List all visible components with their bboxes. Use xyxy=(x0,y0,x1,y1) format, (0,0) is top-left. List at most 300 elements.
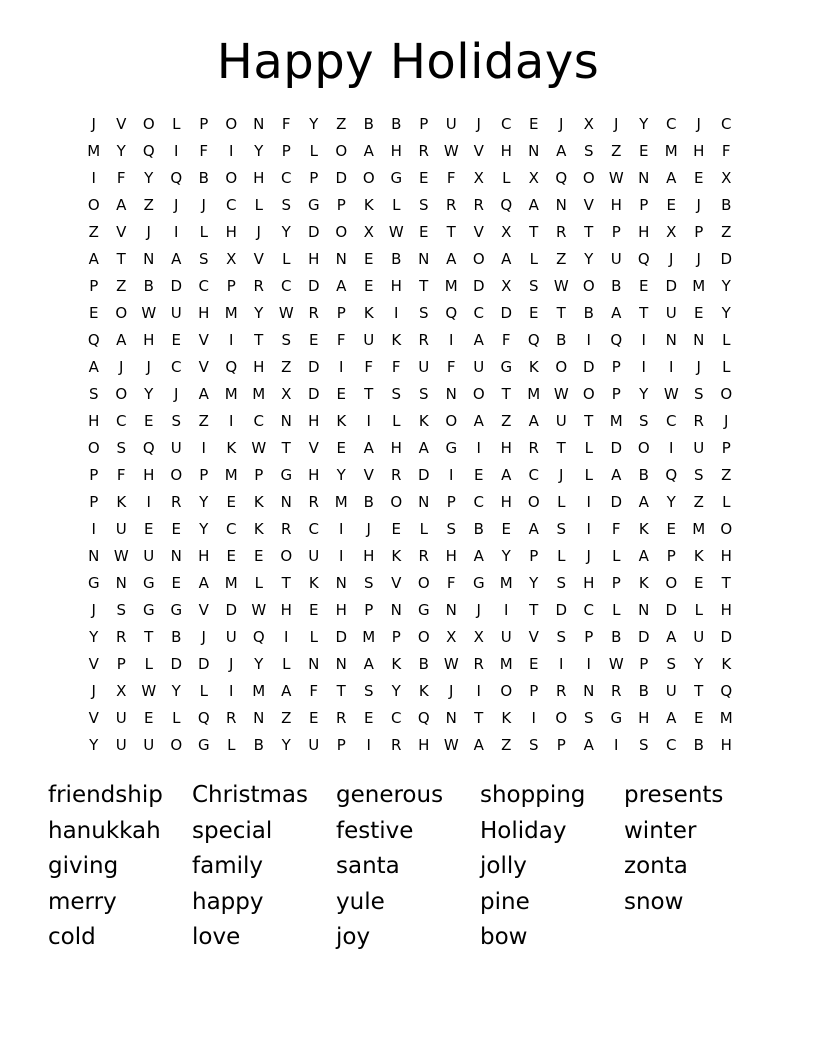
grid-letter: M xyxy=(224,574,238,592)
grid-letter: N xyxy=(390,601,402,619)
grid-letter: K xyxy=(638,574,649,592)
grid-letter: M xyxy=(224,304,238,322)
grid-letter: A xyxy=(116,331,127,349)
grid-letter: D xyxy=(417,466,430,484)
grid-letter: A xyxy=(473,547,484,565)
grid-row xyxy=(80,435,740,462)
grid-row xyxy=(80,219,740,246)
grid-letter: I xyxy=(531,709,536,727)
grid-letter: I xyxy=(449,466,454,484)
grid-letter: T xyxy=(556,304,566,322)
grid-letter: J xyxy=(696,358,701,376)
grid-letter: H xyxy=(610,196,622,214)
grid-letter: X xyxy=(721,169,732,187)
grid-letter: X xyxy=(363,223,374,241)
word-list xyxy=(48,778,768,956)
grid-letter: C xyxy=(528,466,539,484)
grid-letter: L xyxy=(282,250,291,268)
grid-letter: B xyxy=(391,115,402,133)
grid-letter: Y xyxy=(639,115,649,133)
grid-letter: P xyxy=(639,655,649,673)
grid-letter: J xyxy=(559,466,564,484)
grid-letter: R xyxy=(391,466,402,484)
grid-letter: V xyxy=(116,223,127,241)
word-list-item: jolly xyxy=(480,853,527,879)
grid-letter: T xyxy=(336,682,346,700)
grid-letter: H xyxy=(363,547,375,565)
grid-letter: Y xyxy=(584,250,594,268)
grid-letter: R xyxy=(446,196,457,214)
grid-letter: G xyxy=(142,601,155,619)
grid-letter: B xyxy=(171,628,182,646)
grid-letter: D xyxy=(637,628,650,646)
grid-letter: I xyxy=(174,142,179,160)
grid-row xyxy=(80,597,740,624)
grid-letter: L xyxy=(309,628,318,646)
grid-letter: O xyxy=(225,115,238,133)
grid-letter: L xyxy=(282,655,291,673)
grid-letter: U xyxy=(363,331,375,349)
grid-letter: Q xyxy=(417,709,430,727)
grid-letter: E xyxy=(336,385,346,403)
grid-letter: D xyxy=(197,655,210,673)
grid-letter: A xyxy=(611,466,622,484)
grid-letter: P xyxy=(364,601,374,619)
grid-letter: R xyxy=(391,736,402,754)
grid-letter: A xyxy=(473,412,484,430)
grid-letter: S xyxy=(528,277,539,295)
grid-letter: M xyxy=(252,682,266,700)
grid-letter: D xyxy=(720,628,733,646)
grid-letter: Z xyxy=(336,115,347,133)
grid-letter: P xyxy=(89,493,99,511)
grid-row xyxy=(80,327,740,354)
grid-letter: Q xyxy=(665,466,678,484)
grid-letter: Z xyxy=(501,412,512,430)
grid-letter: C xyxy=(666,115,677,133)
grid-letter: I xyxy=(91,169,96,187)
grid-letter: Y xyxy=(199,493,209,511)
grid-letter: I xyxy=(229,331,234,349)
grid-letter: S xyxy=(198,250,209,268)
grid-letter: C xyxy=(198,277,209,295)
grid-letter: I xyxy=(669,439,674,457)
grid-letter: N xyxy=(143,250,155,268)
grid-letter: R xyxy=(308,304,319,322)
grid-letter: V xyxy=(88,709,99,727)
grid-letter: Z xyxy=(281,358,292,376)
grid-letter: O xyxy=(417,628,430,646)
grid-letter: P xyxy=(446,493,456,511)
grid-letter: Q xyxy=(225,358,238,376)
grid-letter: A xyxy=(198,574,209,592)
grid-row xyxy=(80,489,740,516)
grid-letter: H xyxy=(308,250,320,268)
grid-letter: Z xyxy=(721,223,732,241)
grid-letter: E xyxy=(694,574,704,592)
grid-letter: U xyxy=(500,628,512,646)
grid-letter: E xyxy=(226,493,236,511)
grid-letter: U xyxy=(115,520,127,538)
grid-letter: U xyxy=(170,304,182,322)
grid-letter: Y xyxy=(89,628,99,646)
grid-letter: V xyxy=(363,466,374,484)
grid-letter: U xyxy=(170,439,182,457)
grid-letter: J xyxy=(696,250,701,268)
grid-letter: V xyxy=(198,601,209,619)
grid-letter: L xyxy=(199,682,208,700)
grid-letter: C xyxy=(501,115,512,133)
grid-letter: D xyxy=(307,385,320,403)
grid-letter: U xyxy=(143,736,155,754)
grid-letter: T xyxy=(584,223,594,241)
grid-letter: M xyxy=(224,466,238,484)
grid-letter: G xyxy=(307,196,320,214)
grid-letter: E xyxy=(309,709,319,727)
grid-letter: Y xyxy=(391,682,401,700)
grid-letter: A xyxy=(638,547,649,565)
grid-letter: N xyxy=(693,331,705,349)
word-list-item: presents xyxy=(624,782,724,808)
grid-letter: X xyxy=(583,115,594,133)
grid-letter: D xyxy=(170,277,183,295)
grid-letter: L xyxy=(392,412,401,430)
grid-letter: Z xyxy=(611,142,622,160)
grid-letter: F xyxy=(391,358,401,376)
grid-letter: A xyxy=(418,439,429,457)
grid-letter: Q xyxy=(527,331,540,349)
grid-letter: L xyxy=(722,331,731,349)
grid-letter: X xyxy=(446,628,457,646)
grid-letter: O xyxy=(720,385,733,403)
grid-letter: E xyxy=(639,142,649,160)
grid-letter: E xyxy=(171,574,181,592)
grid-letter: V xyxy=(583,196,594,214)
grid-letter: B xyxy=(143,277,154,295)
grid-letter: P xyxy=(199,466,209,484)
grid-letter: U xyxy=(308,736,320,754)
grid-letter: Y xyxy=(309,115,319,133)
grid-letter: F xyxy=(199,142,209,160)
grid-letter: K xyxy=(253,520,264,538)
grid-letter: K xyxy=(638,520,649,538)
grid-letter: B xyxy=(693,736,704,754)
grid-letter: R xyxy=(308,493,319,511)
grid-letter: M xyxy=(87,142,101,160)
grid-letter: L xyxy=(392,196,401,214)
grid-letter: T xyxy=(694,682,704,700)
grid-letter: I xyxy=(476,439,481,457)
grid-letter: T xyxy=(529,223,539,241)
grid-letter: D xyxy=(582,358,595,376)
grid-letter: E xyxy=(309,601,319,619)
grid-letter: R xyxy=(226,709,237,727)
grid-row xyxy=(80,354,740,381)
grid-letter: Y xyxy=(281,223,291,241)
grid-letter: O xyxy=(527,493,540,511)
grid-letter: A xyxy=(281,682,292,700)
grid-letter: P xyxy=(584,628,594,646)
grid-letter: Z xyxy=(721,466,732,484)
grid-letter: I xyxy=(339,547,344,565)
grid-letter: F xyxy=(364,358,374,376)
grid-letter: S xyxy=(583,709,594,727)
grid-letter: U xyxy=(693,628,705,646)
grid-letter: D xyxy=(555,601,568,619)
grid-letter: A xyxy=(88,250,99,268)
word-list-item: festive xyxy=(336,817,414,844)
word-list-item: cold xyxy=(48,924,96,950)
grid-letter: Q xyxy=(142,142,155,160)
grid-letter: Z xyxy=(556,250,567,268)
grid-letter: V xyxy=(88,655,99,673)
grid-letter: I xyxy=(229,682,234,700)
grid-letter: E xyxy=(309,331,319,349)
grid-letter: L xyxy=(557,547,566,565)
grid-letter: O xyxy=(582,277,595,295)
grid-letter: I xyxy=(669,358,674,376)
grid-letter: P xyxy=(611,385,621,403)
grid-letter: V xyxy=(473,142,484,160)
grid-letter: X xyxy=(116,682,127,700)
grid-letter: H xyxy=(638,709,650,727)
grid-letter: O xyxy=(582,169,595,187)
grid-letter: D xyxy=(335,628,348,646)
grid-letter: I xyxy=(559,655,564,673)
grid-letter: O xyxy=(335,223,348,241)
grid-letter: L xyxy=(227,736,236,754)
grid-letter: V xyxy=(198,331,209,349)
grid-letter: N xyxy=(638,169,650,187)
grid-letter: U xyxy=(418,358,430,376)
grid-letter: I xyxy=(641,331,646,349)
word-list-item: shopping xyxy=(480,782,586,808)
grid-letter: I xyxy=(339,358,344,376)
word-list-item: winter xyxy=(624,817,697,844)
grid-letter: T xyxy=(556,439,566,457)
grid-letter: S xyxy=(363,574,374,592)
grid-letter: U xyxy=(115,709,127,727)
grid-letter: Z xyxy=(116,277,127,295)
grid-letter: O xyxy=(555,358,568,376)
grid-letter: S xyxy=(363,682,374,700)
grid-letter: A xyxy=(556,142,567,160)
grid-row xyxy=(80,300,740,327)
grid-letter: N xyxy=(445,709,457,727)
grid-letter: P xyxy=(336,736,346,754)
grid-letter: H xyxy=(638,223,650,241)
grid-letter: O xyxy=(472,385,485,403)
grid-letter: N xyxy=(308,655,320,673)
grid-letter: Y xyxy=(254,142,264,160)
grid-letter: S xyxy=(528,736,539,754)
word-list-item: bow xyxy=(480,924,528,950)
grid-row xyxy=(80,543,740,570)
grid-letter: R xyxy=(116,628,127,646)
grid-letter: W xyxy=(141,682,157,700)
grid-letter: S xyxy=(418,385,429,403)
grid-letter: A xyxy=(116,196,127,214)
grid-letter: I xyxy=(366,412,371,430)
grid-letter: J xyxy=(476,601,481,619)
grid-letter: T xyxy=(419,277,429,295)
grid-letter: P xyxy=(89,466,99,484)
grid-letter: N xyxy=(555,196,567,214)
grid-letter: V xyxy=(391,574,402,592)
grid-letter: E xyxy=(694,709,704,727)
grid-letter: R xyxy=(693,412,704,430)
grid-letter: B xyxy=(473,520,484,538)
grid-letter: R xyxy=(528,439,539,457)
grid-letter: E xyxy=(364,709,374,727)
grid-letter: B xyxy=(638,466,649,484)
grid-letter: L xyxy=(557,493,566,511)
grid-letter: J xyxy=(724,412,729,430)
grid-letter: S xyxy=(418,196,429,214)
grid-letter: P xyxy=(419,115,429,133)
grid-letter: X xyxy=(528,169,539,187)
grid-letter: Y xyxy=(89,736,99,754)
grid-letter: F xyxy=(446,358,456,376)
grid-letter: G xyxy=(197,736,210,754)
grid-letter: O xyxy=(170,736,183,754)
grid-letter: C xyxy=(171,358,182,376)
grid-letter: S xyxy=(418,304,429,322)
grid-letter: R xyxy=(473,196,484,214)
grid-letter: C xyxy=(281,277,292,295)
grid-letter: M xyxy=(224,385,238,403)
grid-row xyxy=(80,705,740,732)
grid-letter: I xyxy=(201,439,206,457)
grid-letter: U xyxy=(225,628,237,646)
grid-letter: E xyxy=(171,520,181,538)
grid-letter: F xyxy=(116,169,126,187)
grid-letter: J xyxy=(366,520,371,538)
grid-letter: O xyxy=(225,169,238,187)
grid-letter: E xyxy=(501,520,511,538)
grid-letter: F xyxy=(309,682,319,700)
grid-letter: O xyxy=(87,439,100,457)
grid-letter: E xyxy=(694,304,704,322)
grid-letter: K xyxy=(501,709,512,727)
grid-letter: A xyxy=(363,655,374,673)
grid-letter: I xyxy=(504,601,509,619)
grid-letter: I xyxy=(366,736,371,754)
grid-letter: B xyxy=(583,304,594,322)
grid-letter: O xyxy=(555,709,568,727)
grid-letter: S xyxy=(391,385,402,403)
grid-letter: Z xyxy=(143,196,154,214)
letter-grid xyxy=(80,111,740,759)
grid-letter: I xyxy=(614,736,619,754)
grid-letter: P xyxy=(721,439,731,457)
grid-letter: G xyxy=(142,574,155,592)
grid-letter: W xyxy=(141,304,157,322)
word-list-item: yule xyxy=(336,888,385,915)
grid-letter: L xyxy=(584,439,593,457)
grid-letter: R xyxy=(171,493,182,511)
grid-letter: Y xyxy=(721,304,731,322)
grid-letter: Y xyxy=(199,520,209,538)
grid-letter: R xyxy=(418,142,429,160)
grid-letter: T xyxy=(116,250,126,268)
grid-letter: K xyxy=(391,547,402,565)
grid-letter: M xyxy=(499,655,513,673)
grid-letter: C xyxy=(253,412,264,430)
grid-letter: H xyxy=(143,331,155,349)
grid-letter: E xyxy=(144,520,154,538)
grid-letter: R xyxy=(253,277,264,295)
grid-letter: W xyxy=(443,736,459,754)
word-list-item: generous xyxy=(336,782,444,808)
grid-letter: Y xyxy=(694,655,704,673)
grid-letter: M xyxy=(499,574,513,592)
grid-letter: A xyxy=(611,304,622,322)
grid-letter: A xyxy=(336,277,347,295)
grid-letter: O xyxy=(665,574,678,592)
grid-letter: D xyxy=(610,439,623,457)
grid-row xyxy=(80,273,740,300)
grid-letter: J xyxy=(201,628,206,646)
grid-letter: P xyxy=(254,466,264,484)
grid-letter: T xyxy=(501,385,511,403)
grid-letter: D xyxy=(472,277,485,295)
grid-letter: L xyxy=(172,115,181,133)
grid-letter: A xyxy=(501,466,512,484)
grid-letter: Q xyxy=(555,169,568,187)
grid-letter: E xyxy=(666,196,676,214)
grid-letter: E xyxy=(529,115,539,133)
grid-letter: K xyxy=(308,574,319,592)
grid-letter: I xyxy=(229,412,234,430)
grid-letter: C xyxy=(473,493,484,511)
grid-letter: W xyxy=(251,439,267,457)
grid-letter: U xyxy=(693,439,705,457)
grid-letter: H xyxy=(390,439,402,457)
grid-letter: M xyxy=(664,142,678,160)
grid-letter: N xyxy=(638,601,650,619)
grid-letter: L xyxy=(254,574,263,592)
grid-letter: T xyxy=(144,628,154,646)
grid-letter: H xyxy=(198,304,210,322)
grid-letter: N xyxy=(170,547,182,565)
word-list-item: happy xyxy=(192,888,264,915)
grid-letter: I xyxy=(586,655,591,673)
word-list-item: santa xyxy=(336,853,400,879)
grid-letter: P xyxy=(666,547,676,565)
grid-row xyxy=(80,624,740,651)
grid-letter: J xyxy=(174,196,179,214)
grid-letter: H xyxy=(693,142,705,160)
grid-letter: K xyxy=(391,655,402,673)
grid-letter: V xyxy=(528,628,539,646)
grid-letter: P xyxy=(309,169,319,187)
grid-letter: S xyxy=(556,574,567,592)
grid-letter: O xyxy=(170,466,183,484)
grid-letter: S xyxy=(281,331,292,349)
grid-row xyxy=(80,651,740,678)
grid-letter: D xyxy=(500,304,513,322)
grid-letter: P xyxy=(226,277,236,295)
grid-letter: W xyxy=(388,223,404,241)
grid-letter: A xyxy=(528,196,539,214)
grid-letter: Q xyxy=(170,169,183,187)
grid-letter: I xyxy=(476,682,481,700)
grid-letter: S xyxy=(556,628,567,646)
grid-letter: T xyxy=(639,304,649,322)
grid-letter: B xyxy=(611,628,622,646)
grid-letter: E xyxy=(364,250,374,268)
